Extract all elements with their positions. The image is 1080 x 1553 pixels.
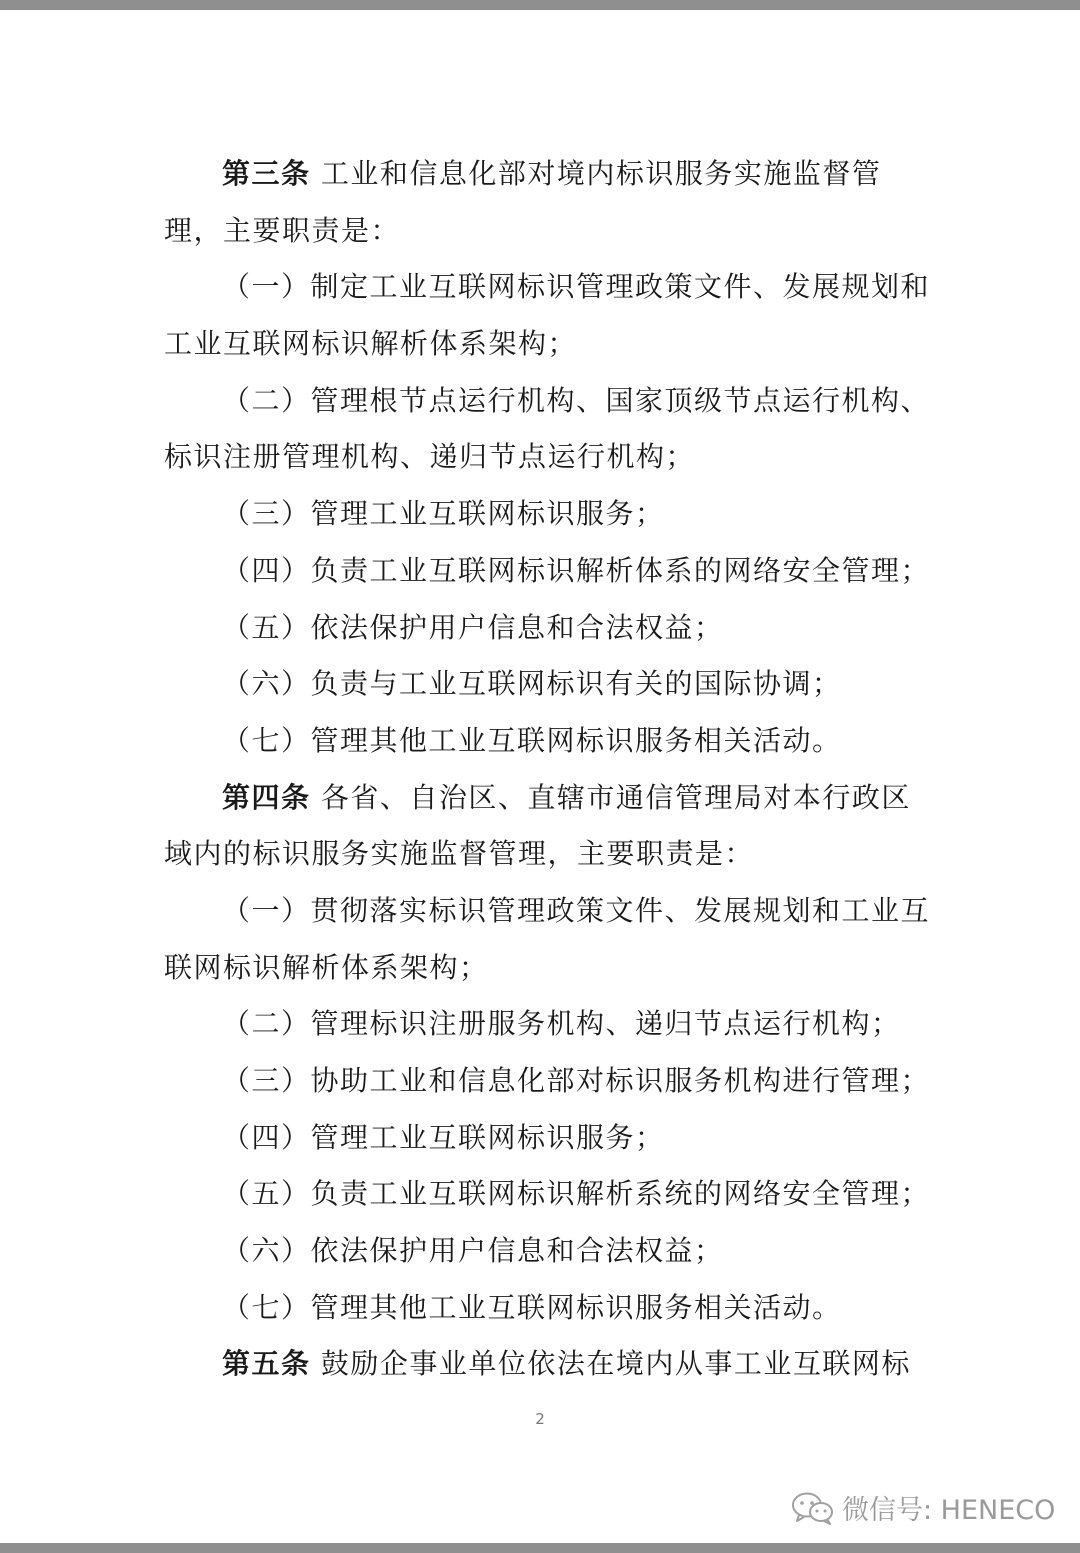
list-item — [164, 600, 924, 657]
text-line — [164, 826, 924, 883]
list-item — [164, 713, 924, 770]
watermark-text: 微信号: HENECO — [842, 1495, 1056, 1526]
line-text: （一）贯彻落实标识管理政策文件、发展规划和工业互 — [222, 893, 931, 927]
document-body — [164, 146, 931, 1393]
article-label: 第五条 — [222, 1347, 311, 1381]
text-line — [164, 429, 924, 486]
list-item — [164, 996, 924, 1053]
wechat-watermark — [790, 1488, 1055, 1527]
line-text: （四）管理工业互联网标识服务； — [222, 1120, 665, 1154]
list-item — [164, 1223, 924, 1280]
article-4-heading-line — [164, 770, 924, 827]
list-item — [164, 883, 931, 940]
line-text: （一）制定工业互联网标识管理政策文件、发展规划和 — [222, 270, 931, 304]
text-line — [164, 203, 924, 260]
list-item — [164, 1166, 931, 1223]
list-item — [164, 1053, 931, 1110]
line-text: 联网标识解析体系架构； — [164, 950, 489, 984]
text-line — [164, 940, 924, 997]
line-text: 各省、自治区、直辖市通信管理局对本行政区 — [310, 780, 911, 814]
line-text: 工业和信息化部对境内标识服务实施监督管 — [310, 157, 882, 190]
line-text: （七）管理其他工业互联网标识服务相关活动。 — [222, 1290, 842, 1324]
article-5-heading-line — [164, 1336, 924, 1393]
line-text: （六）负责与工业互联网标识有关的国际协调； — [222, 667, 842, 701]
line-text: （三）协助工业和信息化部对标识服务机构进行管理； — [222, 1064, 931, 1097]
list-item — [164, 373, 931, 430]
article-label: 第三条 — [222, 157, 311, 190]
line-text: （三）管理工业互联网标识服务； — [222, 497, 665, 531]
line-text: （五）依法保护用户信息和合法权益； — [222, 610, 724, 644]
list-item — [164, 1110, 924, 1167]
list-item — [164, 543, 931, 600]
list-item — [164, 259, 931, 316]
line-text: （六）依法保护用户信息和合法权益； — [222, 1234, 724, 1268]
text-line — [164, 316, 924, 373]
list-item — [164, 656, 924, 713]
line-text: 标识注册管理机构、递归节点运行机构； — [164, 440, 696, 474]
line-text: （二）管理标识注册服务机构、递归节点运行机构； — [222, 1007, 901, 1041]
line-text: 鼓励企事业单位依法在境内从事工业互联网标 — [310, 1347, 911, 1381]
wechat-icon — [790, 1490, 836, 1526]
line-text: 域内的标识服务实施监督管理，主要职责是： — [164, 837, 755, 871]
line-text: （二）管理根节点运行机构、国家顶级节点运行机构、 — [222, 383, 931, 417]
line-text: 理，主要职责是： — [164, 213, 401, 247]
bottom-border — [0, 1543, 1080, 1553]
line-text: （五）负责工业互联网标识解析系统的网络安全管理； — [222, 1177, 931, 1211]
line-text: 工业互联网标识解析体系架构； — [164, 327, 578, 361]
article-label: 第四条 — [222, 780, 311, 814]
line-text: （七）管理其他工业互联网标识服务相关活动。 — [222, 723, 842, 757]
list-item — [164, 486, 924, 543]
article-3-heading-line — [164, 146, 924, 203]
line-text: （四）负责工业互联网标识解析体系的网络安全管理； — [222, 553, 931, 587]
page-number: 2 — [535, 1410, 545, 1428]
top-border — [0, 0, 1080, 10]
list-item — [164, 1280, 924, 1337]
